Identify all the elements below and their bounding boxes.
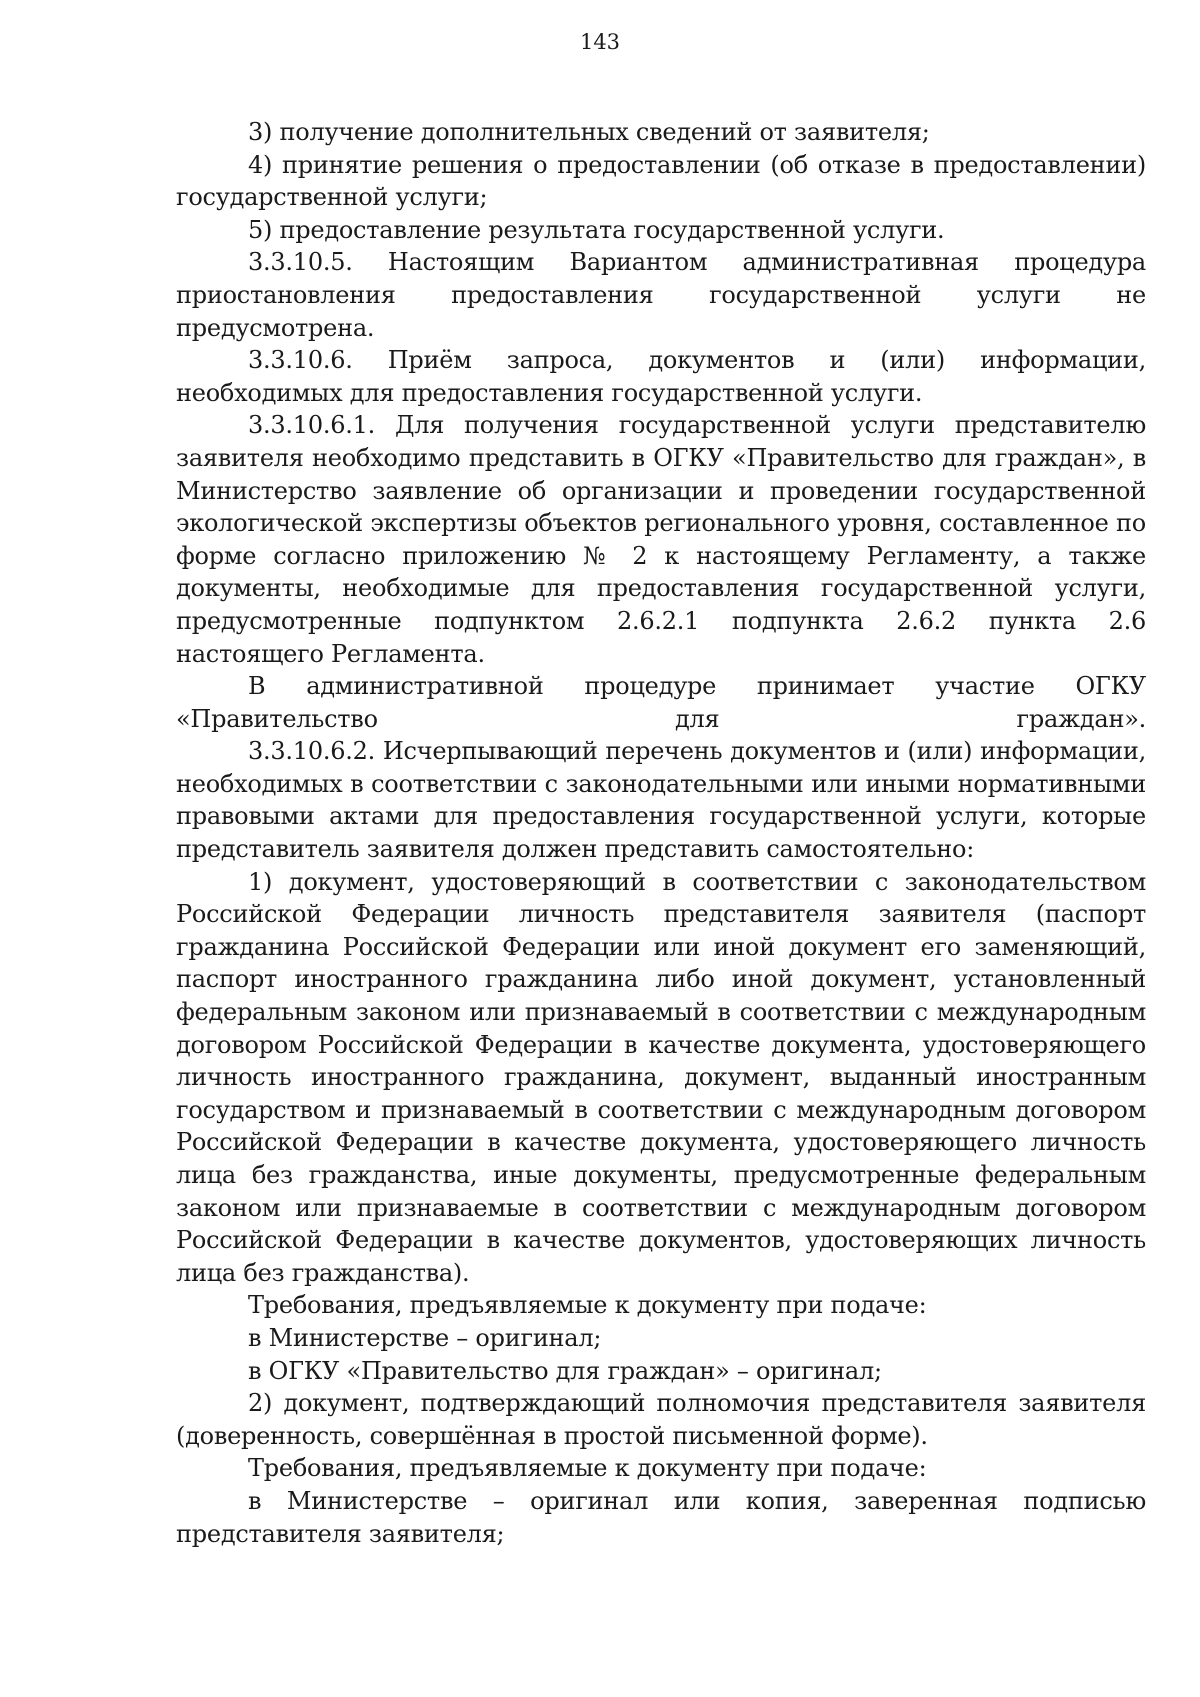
paragraph-item-4: 4) принятие решения о предоставлении (об отказе в предоставлении) государственной услуги; — [176, 150, 1146, 212]
paragraph-requirements-2: Требования, предъявляемые к документу при подаче: — [248, 1454, 927, 1483]
paragraph-3-3-10-5: 3.3.10.5. Настоящим Вариантом административная процедура приостановления предоставления государственной услуги не предусмотрена. — [176, 248, 1146, 342]
paragraph-3-3-10-6-1: 3.3.10.6.1. Для получения государственной услуги представителю заявителя необходимо представить в ОГКУ «Правительство для граждан», в Министерство заявление об организации и проведении государственной экологической экспертизы объектов регионального уровня, составленное по форме согласно приложению № 2 к настоящему Регламенту, а также документы, необходимые для предоставления государственной услуги, предусмотренные подпунктом 2.6.2.1 подпункта 2.6.2 пункта 2.6 настоящего Регламента. — [176, 411, 1146, 668]
page-number: 143 — [579, 30, 621, 54]
paragraph-item-5: 5) предоставление результата государственной услуги. — [248, 215, 945, 244]
paragraph-power-of-attorney: 2) документ, подтверждающий полномочия представителя заявителя (доверенность, совершённая в простой письменной форме). — [176, 1389, 1146, 1450]
document-body — [176, 116, 1146, 1550]
paragraph-ogku-original: в ОГКУ «Правительство для граждан» – оригинал; — [248, 1356, 882, 1385]
paragraph-identity-document: 1) документ, удостоверяющий в соответствии с законодательством Российской Федерации личность представителя заявителя (паспорт гражданина Российской Федерации или иной документ его заменяющий, паспорт иностранного гражданина либо иной документ, установленный федеральным законом или признаваемый в соответствии с международным договором Российской Федерации в качестве документа, удостоверяющего личность иностранного гражданина, документ, выданный иностранным государством и признаваемый в соответствии с международным договором Российской Федерации в качестве документа, удостоверяющего личность лица без гражданства, иные документы, предусмотренные федеральным законом или признаваемые в соответствии с международным договором Российской Федерации в качестве документов, удостоверяющих личность лица без гражданства). — [176, 867, 1146, 1287]
paragraph-ministry-copy: в Министерстве – оригинал или копия, заверенная подписью представителя заявителя; — [176, 1486, 1146, 1548]
paragraph-participation: В административной процедуре принимает участие ОГКУ «Правительство для граждан». — [176, 672, 1146, 733]
paragraph-requirements-1: Требования, предъявляемые к документу при подаче: — [248, 1291, 927, 1320]
paragraph-3-3-10-6-2: 3.3.10.6.2. Исчерпывающий перечень документов и (или) информации, необходимых в соответствии с законодательными или иными нормативными правовыми актами для предоставления государственной услуги, которые представитель заявителя должен представить самостоятельно: — [176, 737, 1146, 864]
paragraph-item-3: 3) получение дополнительных сведений от заявителя; — [248, 118, 930, 146]
paragraph-3-3-10-6: 3.3.10.6. Приём запроса, документов и (или) информации, необходимых для предоставления государственной услуги. — [176, 346, 1146, 407]
paragraph-ministry-original: в Министерстве – оригинал; — [248, 1323, 602, 1352]
